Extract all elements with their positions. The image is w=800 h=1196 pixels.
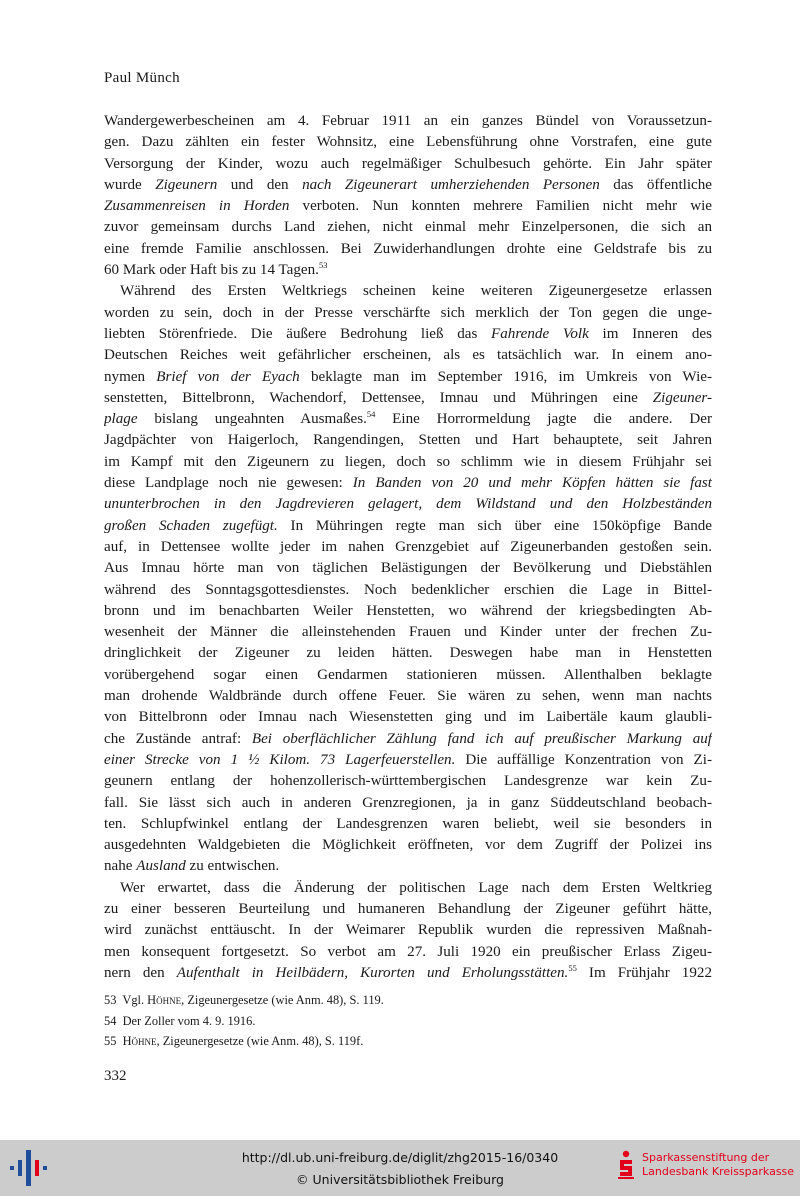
text-line: wesenheit der Männer die alleinstehenden Frauen und Kinder unter der frechen Zu-: [104, 624, 712, 641]
footnote-54: 54 Der Zoller vom 4. 9. 1916.: [104, 1013, 256, 1028]
text-line: vorübergehend sogar einen Gendarmen stationieren müssen. Allenthalben beklagte: [104, 666, 712, 683]
text-line: men konsequent fortgesetzt. So verbot am 27. Juli 1920 ein preußischer Erlass Zigeu-: [104, 943, 712, 960]
text-line: im Kampf mit den Zigeunern zu liegen, doch so schlimm wie in diesem Frühjahr sei: [104, 453, 712, 470]
text-line: diese Landplage noch nie gewesen: In Banden von 20 und mehr Köpfen hätten sie fast: [104, 475, 712, 492]
text-line: wird zunächst enttäuscht. In der Weimarer Republik wurden die repressiven Maßnah-: [104, 922, 712, 939]
text-line: dringlichkeit der Zigeuner zu leiden hätten. Deswegen habe man in Henstetten: [104, 645, 712, 662]
text-line: zu einer besseren Beurteilung und humaneren Behandlung der Zigeuner geführt hätte,: [104, 900, 712, 917]
sponsor-line-1: Sparkassenstiftung der: [642, 1151, 770, 1164]
text-line: plage bislang ungeahnten Ausmaßes.$^{54}$ Eine Horrormeldung jagte die andere. Der: [104, 409, 712, 428]
text-line: gen. Dazu zählten ein fester Wohnsitz, eine Lebensführung ohne Vorstrafen, eine gute: [104, 134, 712, 151]
text-line: eine fremde Familie anschlossen. Bei Zuwiderhandlungen drohte eine Geldstrafe bis zu: [104, 240, 712, 257]
footer-copyright: © Universitätsbibliothek Freiburg: [296, 1172, 504, 1187]
text-line: auf, in Dettensee wollte jeder im nahen Grenzgebiet auf Zigeunerbanden gestoßen sein.: [104, 538, 712, 555]
text-line: wurde Zigeunern und den nach Zigeunerart umherziehenden Personen das öffentliche: [104, 176, 712, 193]
text-line: che Zustände antraf: Bei oberflächlicher Zählung fand ich auf preußischer Markung auf: [104, 730, 712, 747]
text-line: nern den Aufenthalt in Heilbädern, Kurorten und Erholungsstätten.$^{55}$ Im Frühjahr 1922: [104, 962, 712, 981]
text-line: ausgedehnten Waldgebieten die Möglichkeit eröffneten, vor dem Zugriff der Polizei ins: [104, 837, 712, 854]
text-line: ten. Schlupfwinkel entlang der Landesgrenzen waren beliebt, weil sie besonders in: [104, 815, 712, 832]
footnote-55: 55 Höhne, Zigeunergesetze (wie Anm. 48), S. 119f.: [104, 1034, 364, 1048]
text-line: großen Schaden zugefügt. In Mühringen regte man sich über eine 150köpfige Bande: [104, 517, 712, 534]
text-line: Während des Ersten Weltkriegs scheinen keine weiteren Zigeunergesetze erlassen: [120, 283, 712, 300]
text-line: fall. Sie lässt sich auch in anderen Grenzregionen, ja in ganz Süddeutschland beobach-: [104, 794, 712, 811]
text-line: senstetten, Bittelbronn, Wachendorf, Dettensee, Imnau und Mühringen eine Zigeuner-: [104, 389, 712, 406]
sparkasse-logo-icon[interactable]: [617, 1150, 635, 1180]
text-line: geunern entlang der hohenzollerisch-württembergischen Landesgrenze war kein Zu-: [104, 773, 712, 790]
text-line: liebten Störenfriede. Die äußere Bedrohung ließ das Fahrende Volk im Inneren des: [104, 325, 712, 342]
text-line: nahe Ausland zu entwischen.: [104, 858, 280, 875]
text-line: Deutschen Reiches weit gefährlicher erscheinen, als es tatsächlich war. In einem ano-: [104, 347, 712, 364]
text-line: von Bittelbronn oder Imnau nach Wiesenstetten ging und im Laibertäle kaum glaubli-: [104, 709, 712, 726]
sponsor-line-2: Landesbank Kreissparkasse: [642, 1165, 795, 1178]
sponsor-text[interactable]: [642, 1151, 794, 1179]
footnotes: [104, 990, 712, 1052]
text-line: Versorgung der Kinder, wozu auch regelmäßiger Schulbesuch gehörte. Ein Jahr später: [104, 155, 712, 172]
text-line: Aus Imnau hörte man von täglichen Belästigungen der Bevölkerung und Diebstählen: [104, 560, 712, 577]
permalink-link[interactable]: http://dl.ub.uni-freiburg.de/diglit/zhg2015-16/0340: [241, 1150, 559, 1165]
page-number: 332: [104, 1068, 127, 1084]
text-line: zuvor gemeinsam durchs Land ziehen, nicht einmal mehr Einzelpersonen, die sich an: [104, 219, 712, 236]
text-line: nymen Brief von der Eyach beklagte man im September 1916, im Umkreis von Wie-: [104, 368, 712, 385]
text-line: Jagdpächter von Haigerloch, Rangendingen, Stetten und Hart behauptete, seit Jahren: [104, 432, 712, 449]
text-line: Wer erwartet, dass die Änderung der politischen Lage nach dem Ersten Weltkrieg: [120, 879, 712, 896]
text-line: Wandergewerbescheinen am 4. Februar 1911 an ein ganzes Bündel von Voraussetzun-: [104, 113, 712, 129]
text-line: einer Strecke von 1 ½ Kilom. 73 Lagerfeuerstellen. Die auffällige Konzentration von Zi-: [104, 751, 712, 768]
footnote-53: 53 Vgl. Höhne, Zigeunergesetze (wie Anm. 48), S. 119.: [104, 993, 384, 1007]
viewer-footer: [0, 1140, 800, 1196]
text-line: während des Sonntagsgottesdienstes. Noch bedenklicher erschien die Lage in Bittel-: [104, 581, 712, 598]
text-line: worden zu sein, doch in der Presse verschärfte sich merklich der Ton gegen die unge-: [104, 304, 712, 321]
text-line: man drohende Waldbrände durch offene Feuer. Sie wären zu sehen, wenn man nachts: [104, 688, 712, 705]
body-text: [104, 111, 712, 984]
text-line: 60 Mark oder Haft bis zu 14 Tagen.$^{53}$: [104, 260, 328, 279]
text-line: ununterbrochen in den Jagdrevieren gelagert, dem Wildstand und den Holzbeständen: [104, 496, 712, 513]
footnote-ref-53: 53: [318, 260, 328, 271]
footnote-ref-55: 55: [568, 962, 577, 973]
footnote-ref-54: 54: [366, 409, 376, 420]
running-head-author: Paul Münch: [104, 70, 180, 86]
text-line: Zusammenreisen in Horden verboten. Nun konnten mehrere Familien nicht mehr wie: [104, 198, 712, 215]
text-line: bronn und im benachbarten Weiler Henstetten, wo während der kriegsbedingten Ab-: [104, 602, 712, 619]
